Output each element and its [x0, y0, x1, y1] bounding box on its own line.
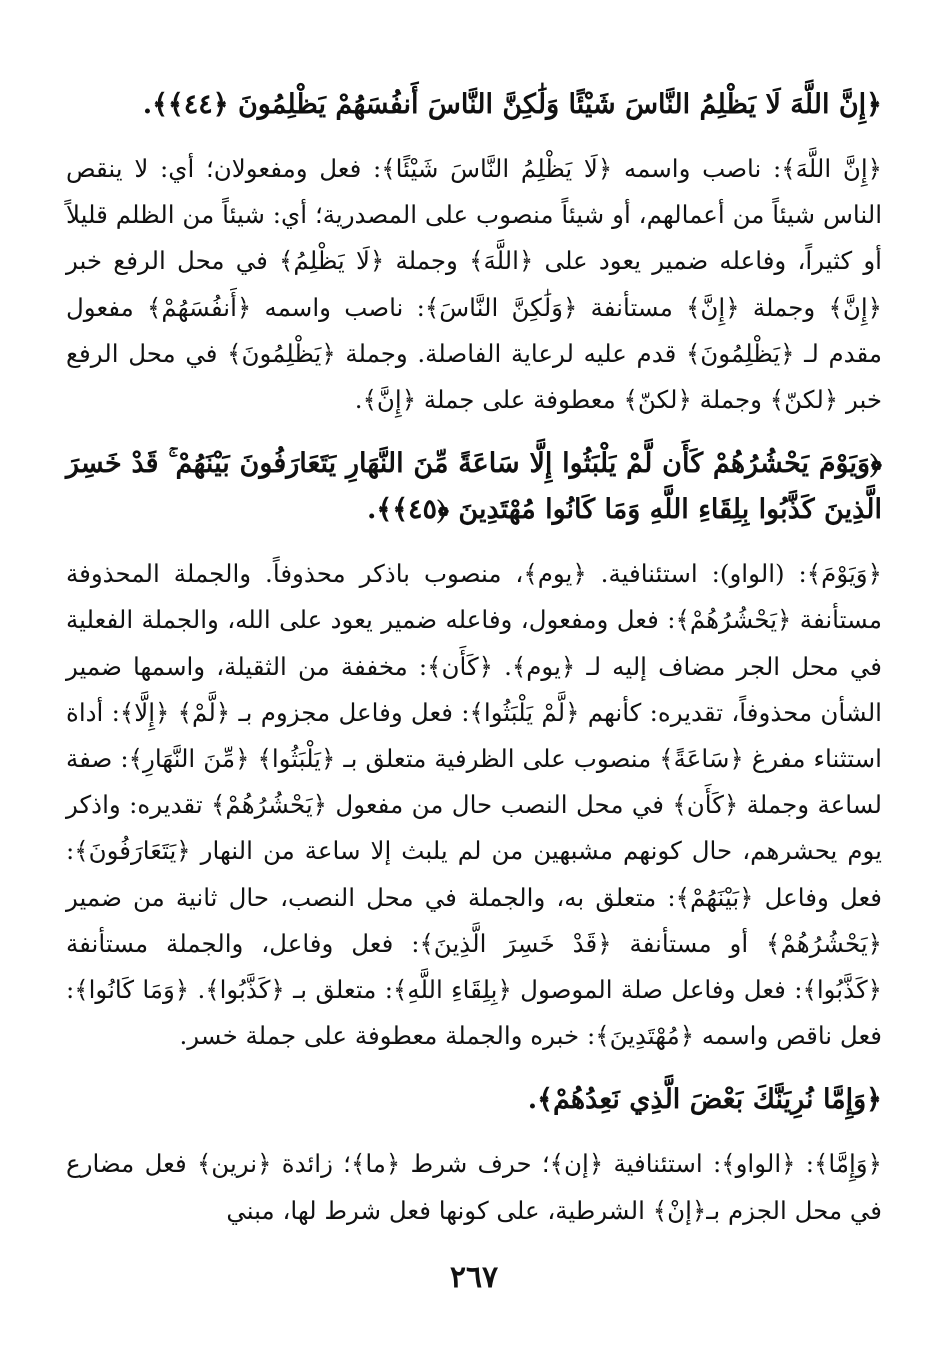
commentary-paragraph-1: ﴿إِنَّ اللَّهَ﴾: ناصب واسمه ﴿لَا يَظْلِمُ النَّاسَ شَيْئًا﴾: فعل ومفعولان؛ أي: لا ينقص الناس شيئاً من أعمالهم، أو شيئاً منصوب على المصدرية؛ أي: شيئاً من الظلم قليلاً أو كثيراً، وفاعله ضمير يعود على ﴿اللَّهَ﴾ وجملة ﴿لَا يَظْلِمُ﴾ في محل الرفع خبر ﴿إِنَّ﴾ وجملة ﴿إِنَّ﴾ مستأنفة ﴿وَلَٰكِنَّ النَّاسَ﴾: ناصب واسمه ﴿أَنفُسَهُمْ﴾ مفعول مقدم لـ ﴿يَظْلِمُونَ﴾ قدم عليه لرعاية الفاصلة. وجملة ﴿يَظْلِمُونَ﴾ في محل الرفع خبر ﴿لكنّ﴾ وجملة ﴿لكنّ﴾ معطوفة على جملة ﴿إِنَّ﴾. — [66, 154, 882, 415]
quran-verse-45: ﴿وَيَوْمَ يَحْشُرُهُمْ كَأَن لَّمْ يَلْبَثُوا إِلَّا سَاعَةً مِّنَ النَّهَارِ يَتَعَارَفُونَ بَيْنَهُمْ ۚ قَدْ خَسِرَ الَّذِينَ كَذَّبُوا بِلِقَاءِ اللَّهِ وَمَا كَانُوا مُهْتَدِينَ ﴿٤٥﴾﴾. — [66, 448, 882, 526]
page-number: ٢٦٧ — [449, 1260, 499, 1295]
quran-verse-46: ﴿وَإِمَّا نُرِيَنَّكَ بَعْضَ الَّذِي نَعِدُهُمْ﴾. — [527, 1084, 882, 1116]
commentary-paragraph-3: ﴿وَإِمَّا﴾: ﴿الواو﴾: استئنافية ﴿إن﴾؛ حرف شرط ﴿ما﴾؛ زائدة ﴿نرين﴾ فعل مضارع في محل الجزم بـ﴿إنْ﴾ الشرطية، على كونها فعل شرط لها، مبني — [66, 1149, 882, 1225]
commentary-paragraph-2: ﴿وَيَوْمَ﴾: (الواو): استئنافية. ﴿يوم﴾، منصوب باذكر محذوفاً. والجملة المحذوفة مستأنفة ﴿يَحْشُرُهُمْ﴾: فعل ومفعول، وفاعله ضمير يعود على الله، والجملة الفعلية في محل الجر مضاف إليه لـ ﴿يوم﴾. ﴿كَأَن﴾: مخففة من الثقيلة، واسمها ضمير الشأن محذوفاً، تقديره: كأنهم ﴿لَّمْ يَلْبَثُوا﴾: فعل وفاعل مجزوم بـ ﴿لَّمْ﴾ ﴿إِلَّا﴾: أداة استثناء مفرغ ﴿سَاعَةً﴾ منصوب على الظرفية متعلق بـ ﴿يَلْبَثُوا﴾ ﴿مِّنَ النَّهَارِ﴾: صفة لساعة وجملة ﴿كَأَن﴾ في محل النصب حال من مفعول ﴿يَحْشُرُهُمْ﴾ تقديره: واذكر يوم يحشرهم، حال كونهم مشبهين من لم يلبث إلا ساعة من النهار ﴿يَتَعَارَفُونَ﴾: فعل وفاعل ﴿بَيْنَهُمْ﴾: متعلق به، والجملة في محل النصب، حال ثانية من ضمير ﴿يَحْشُرُهُمْ﴾ أو مستأنفة ﴿قَدْ خَسِرَ الَّذِينَ﴾: فعل وفاعل، والجملة مستأنفة ﴿كَذَّبُوا﴾: فعل وفاعل صلة الموصول ﴿بِلِقَاءِ اللَّهِ﴾: متعلق بـ ﴿كَذَّبُوا﴾. ﴿وَمَا كَانُوا﴾: فعل ناقص واسمه ﴿مُهْتَدِينَ﴾: خبره والجملة معطوفة على جملة خسر. — [66, 559, 882, 1051]
quran-verse-44: ﴿إِنَّ اللَّهَ لَا يَظْلِمُ النَّاسَ شَيْئًا وَلَٰكِنَّ النَّاسَ أَنفُسَهُمْ يَظْلِمُونَ ﴿٤٤﴾﴾. — [142, 89, 882, 120]
